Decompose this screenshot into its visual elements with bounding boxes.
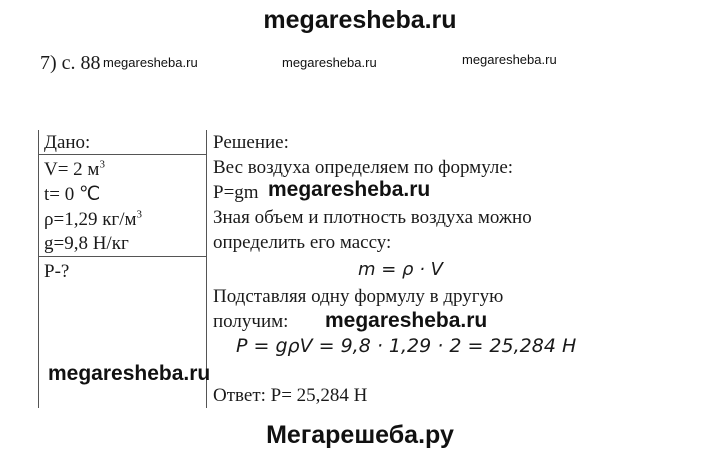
watermark-small-1: megaresheba.ru bbox=[103, 55, 198, 70]
given-find: Р-? bbox=[44, 261, 70, 282]
given-header-rule bbox=[38, 154, 206, 155]
watermark-bottom: Мегарешеба.ру bbox=[266, 421, 454, 449]
given-header: Дано: bbox=[44, 132, 91, 153]
formula-mass: m = ρ · V bbox=[358, 259, 443, 280]
given-volume: V= 2 $м^3$ bbox=[44, 158, 105, 180]
solution-line-4: определить его массу: bbox=[213, 232, 392, 253]
given-temperature: t= 0 ℃ bbox=[44, 184, 101, 205]
table-left-border bbox=[38, 130, 39, 408]
given-density: ρ=1,29 $кг/м^3$ bbox=[44, 208, 143, 230]
watermark-mid-3: megaresheba.ru bbox=[48, 362, 211, 385]
solution-line-5: Подставляя одну формулу в другую bbox=[213, 286, 504, 307]
watermark-mid-2: megaresheba.ru bbox=[325, 309, 488, 332]
solution-header: Решение: bbox=[213, 132, 289, 153]
given-find-rule bbox=[38, 256, 206, 257]
watermark-top: megaresheba.ru bbox=[263, 6, 457, 34]
formula-weight: P = gρV = 9,8 · 1,29 · 2 = 25,284 Н bbox=[236, 335, 577, 357]
answer: Ответ: Р= 25,284 Н bbox=[213, 385, 368, 406]
solution-line-3: Зная объем и плотность воздуха можно bbox=[213, 207, 532, 228]
solution-line-1: Вес воздуха определяем по формуле: bbox=[213, 157, 514, 178]
watermark-small-2: megaresheba.ru bbox=[282, 55, 377, 70]
solution-line-2: P=gm bbox=[213, 182, 259, 203]
watermark-small-3: megaresheba.ru bbox=[462, 52, 557, 67]
solution-line-6: получим: bbox=[213, 311, 289, 332]
task-number: 7) с. 88 bbox=[40, 52, 101, 74]
given-gravity: g=9,8 Н/кг bbox=[44, 233, 129, 254]
watermark-mid-1: megaresheba.ru bbox=[268, 178, 431, 201]
